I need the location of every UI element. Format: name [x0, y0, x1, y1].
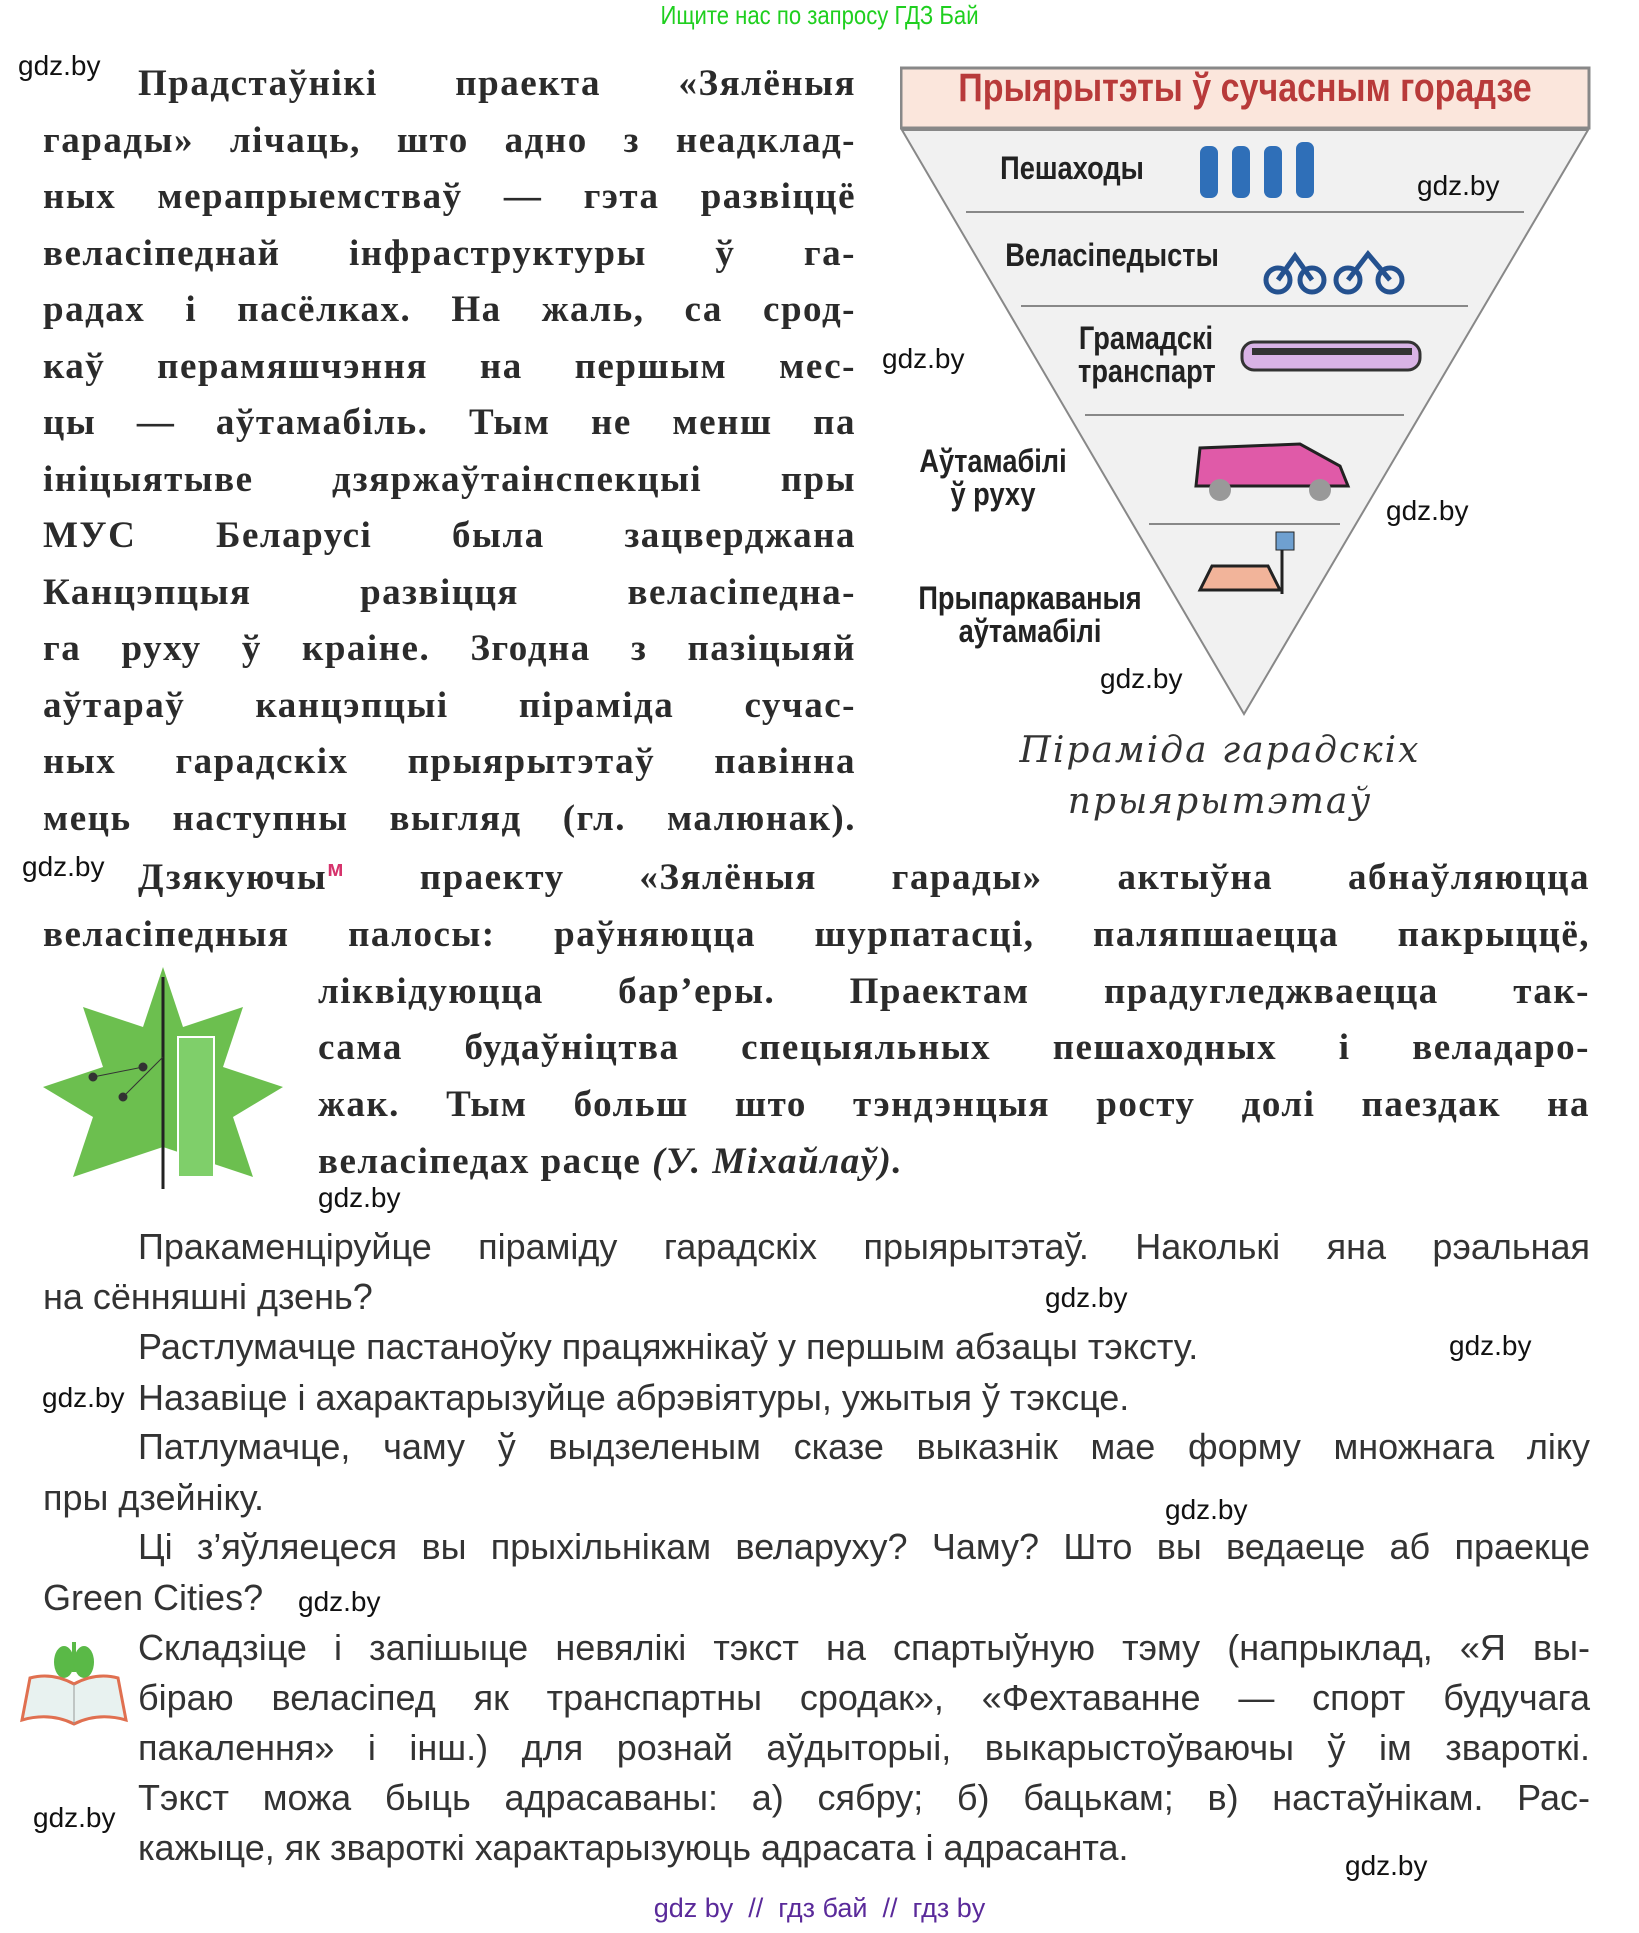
pyramid-title: Прыярытэты ў сучасным горадзе [958, 66, 1532, 110]
task-line: на сённяшні дзень? [43, 1276, 373, 1317]
text-line [138, 856, 1590, 906]
tram-icon [1242, 342, 1420, 370]
text-line: каў перамяшчэння на першым мес- [43, 346, 856, 387]
text-line: радах і пасёлках. На жаль, са срод- [43, 289, 856, 330]
task-line: Складзіце і запішыце невялікі тэкст на спартыўную тэму (напрыклад, «Я вы- [138, 1627, 1590, 1668]
author-citation: (У. Міхайлаў). [652, 1141, 904, 1182]
watermark: gdz.by [1386, 495, 1469, 526]
task-line: біраю веласіпед як транспартны сродак», «Фехтаванне — спорт будучага [138, 1677, 1590, 1718]
text-line: ліквідуюцца бар’еры. Праектам прадугледжваецца так- [318, 971, 1590, 1012]
search-hint[interactable]: Ищите нас по запросу ГДЗ Бай [660, 0, 979, 30]
task-line: Назавіце і ахарактарызуйце абрэвіятуры, ужытыя ў тэксце. [138, 1377, 1130, 1418]
watermark: gdz.by [1417, 170, 1500, 201]
label-line: Грамадскі [1078, 320, 1214, 356]
watermark: gdz.by [318, 1182, 401, 1213]
label-line: Прыпаркаваныя [918, 580, 1142, 616]
text: веласіпедах расце [318, 1141, 653, 1182]
watermark: gdz.by [1449, 1330, 1532, 1361]
figure-caption: прыярытэтаў [1067, 781, 1373, 822]
label-line: транспарт [1078, 353, 1216, 389]
level-pedestrians: Пешаходы [1000, 150, 1144, 186]
text-line: Прадстаўнікі праекта «Зялёныя [138, 63, 856, 104]
label-line: Аўтамабілі [919, 443, 1067, 479]
level-public-transport [1078, 322, 1214, 388]
watermark: gdz.by [42, 1382, 125, 1413]
text-line: веласіпедныя палосы: раўняюцца шурпатасці, паляпшаецца пакрыццё, [43, 914, 1590, 955]
marker-superscript: м [327, 856, 345, 881]
watermark: gdz.by [22, 851, 105, 882]
text-line: гарады» лічаць, што адно з неадклад- [43, 120, 856, 161]
green-leaf-city-icon [43, 967, 283, 1189]
text-line: веласіпеднай інфраструктуры ў га- [43, 233, 856, 274]
text-line: ных гарадскіх прыярытэтаў павінна [43, 741, 856, 782]
level-cyclists: Веласіпедысты [1005, 237, 1219, 273]
task-line: Ці з’яўляецеся вы прыхільнікам веларуху? Чаму? Што вы ведаеце аб праекце [138, 1526, 1590, 1567]
text-line: МУС Беларусі была зацверджана [43, 515, 856, 556]
level-parked-cars [915, 582, 1145, 648]
text-line: сама будаўніцтва спецыяльных пешаходных і веладаро- [318, 1027, 1590, 1068]
task-line: Пракаменціруйце піраміду гарадскіх прыярытэтаў. Наколькі яна рэальная [138, 1226, 1590, 1267]
watermark: gdz.by [298, 1586, 381, 1617]
task-line: кажыце, як звароткі характарызуюць адрасата і адрасанта. [138, 1827, 1129, 1868]
level-moving-cars [917, 445, 1070, 511]
watermark: gdz.by [18, 50, 101, 81]
text-line [318, 1140, 1590, 1190]
text-line: аўтараў канцэпцыі піраміда сучас- [43, 685, 856, 726]
text-line: ініцыятыве дзяржаўтаінспекцыі пры [43, 459, 856, 500]
task-line: Тэкст можа быць адрасаваны: а) сябру; б) бацькам; в) настаўнікам. Рас- [138, 1777, 1590, 1818]
text-line: цы — аўтамабіль. Тым не менш па [43, 402, 856, 443]
text: праекту «Зялёныя гарады» актыўна абнаўляюцца [344, 857, 1590, 898]
figure-caption: Піраміда гарадскіх [1019, 730, 1421, 771]
task-line: пры дзейніку. [43, 1477, 265, 1518]
text-line: Канцэпцыя развіцця веласіпедна- [43, 572, 856, 613]
watermark: gdz.by [1165, 1494, 1248, 1525]
footer-links[interactable]: gdz by // гдз бай // гдз by [653, 1893, 986, 1923]
text-line: жак. Тым больш што тэндэнцыя росту долі паездак на [318, 1084, 1590, 1125]
watermark: gdz.by [1345, 1850, 1428, 1881]
watermark: gdz.by [1045, 1282, 1128, 1313]
task-line: Green Cities? [43, 1577, 264, 1618]
text-line: га руху ў краіне. Згодна з пазіцыяй [43, 628, 856, 669]
text-line: мець наступны выгляд (гл. малюнак). [43, 798, 856, 839]
task-line: пакалення» і інш.) для рознай аўдыторыі, выкарыстоўваючы ў ім звароткі. [138, 1727, 1590, 1768]
book-sprout-icon [18, 1632, 130, 1727]
label-line: аўтамабілі [958, 613, 1102, 649]
task-line: Растлумачце пастаноўку працяжнікаў у першым абзацы тэксту. [138, 1326, 1199, 1367]
label-line: ў руху [950, 476, 1036, 512]
text: Дзякуючы [138, 857, 328, 898]
task-line: Патлумачце, чаму ў выдзеленым сказе выказнік мае форму множнага ліку [138, 1426, 1590, 1467]
watermark: gdz.by [33, 1802, 116, 1833]
watermark: gdz.by [1100, 663, 1183, 694]
watermark: gdz.by [882, 343, 965, 374]
text-line: ных мерапрыемстваў — гэта развіццё [43, 176, 856, 217]
